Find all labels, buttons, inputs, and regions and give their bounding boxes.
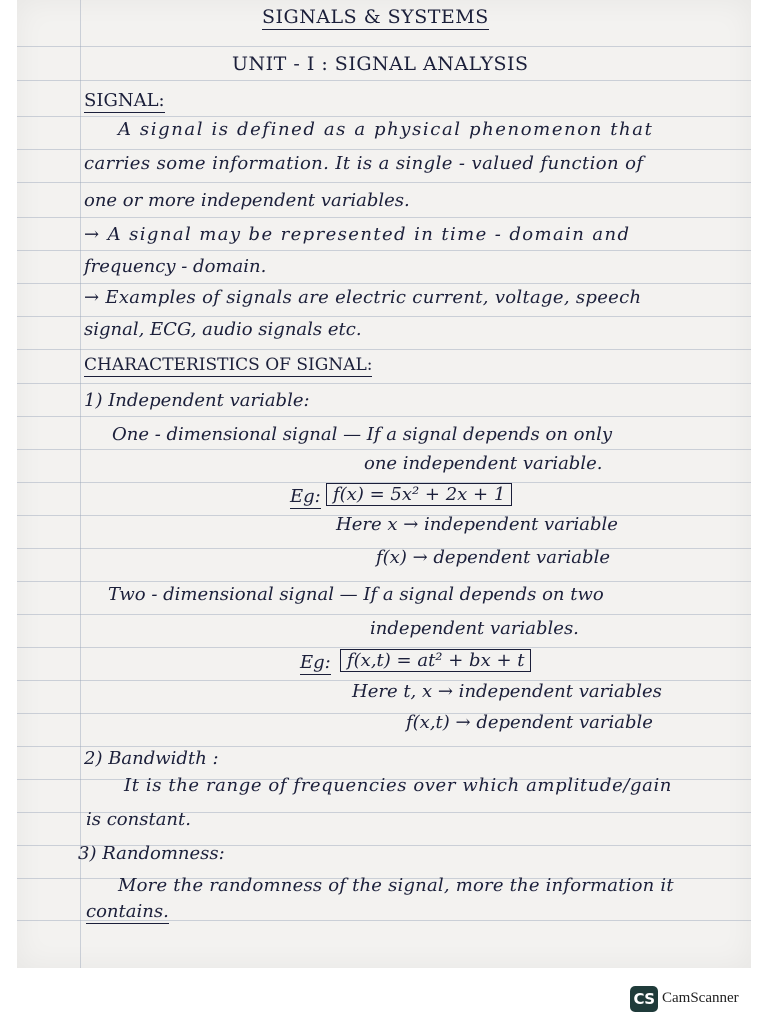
ruled-line	[17, 80, 751, 81]
ruled-line	[17, 217, 751, 218]
ruled-line	[17, 349, 751, 350]
bullet-line-1: → A signal may be represented in time - domain and	[84, 224, 631, 245]
ruled-line	[17, 416, 751, 417]
characteristics-heading: CHARACTERISTICS OF SIGNAL:	[84, 355, 373, 375]
ruled-line	[17, 116, 751, 117]
ruled-line	[17, 614, 751, 615]
ruled-line	[17, 149, 751, 150]
one-dim-equation: f(x) = 5x² + 2x + 1	[326, 483, 512, 506]
two-dim-equation: f(x,t) = at² + bx + t	[340, 649, 531, 672]
bandwidth-line-1: It is the range of frequencies over which amplitude/gain	[124, 775, 672, 796]
camscanner-brand: CamScanner	[662, 990, 739, 1006]
two-dim-line-2: independent variables.	[370, 618, 579, 639]
ruled-line	[17, 581, 751, 582]
one-dim-line-2: one independent variable.	[364, 453, 603, 474]
bullet-line-3: → Examples of signals are electric current, voltage, speech	[84, 287, 642, 308]
one-dim-line-1: One - dimensional signal — If a signal depends on only	[112, 424, 612, 445]
ruled-line	[17, 250, 751, 251]
page-title: SIGNALS & SYSTEMS	[262, 6, 489, 28]
camscanner-logo-icon: CS	[630, 986, 658, 1012]
two-dim-here-1: Here t, x → independent variables	[352, 681, 662, 702]
two-dim-eg-label: Eg:	[300, 652, 331, 673]
bandwidth-line-2: is constant.	[86, 809, 191, 830]
two-dim-here-2: f(x,t) → dependent variable	[406, 712, 653, 733]
ruled-line	[17, 283, 751, 284]
item1-heading: 1) Independent variable:	[84, 390, 310, 411]
ruled-line	[17, 46, 751, 47]
signal-heading: SIGNAL:	[84, 90, 165, 111]
bullet-line-2: frequency - domain.	[84, 256, 267, 277]
definition-line-3: one or more independent variables.	[84, 190, 410, 211]
randomness-line-2: contains.	[86, 901, 169, 922]
one-dim-here-1: Here x → independent variable	[336, 514, 618, 535]
definition-line-1: A signal is defined as a physical phenomenon that	[118, 119, 654, 140]
ruled-line	[17, 746, 751, 747]
randomness-line-1: More the randomness of the signal, more the information it	[118, 875, 674, 896]
ruled-line	[17, 182, 751, 183]
two-dim-line-1: Two - dimensional signal — If a signal depends on two	[108, 584, 604, 605]
ruled-line	[17, 383, 751, 384]
one-dim-here-2: f(x) → dependent variable	[376, 547, 610, 568]
margin-line	[80, 0, 81, 968]
ruled-line	[17, 316, 751, 317]
ruled-line	[17, 449, 751, 450]
item3-heading: 3) Randomness:	[78, 843, 225, 864]
bullet-line-4: signal, ECG, audio signals etc.	[84, 319, 362, 340]
definition-line-2: carries some information. It is a single - valued function of	[84, 153, 644, 174]
one-dim-eg-label: Eg:	[290, 486, 321, 507]
unit-heading: UNIT - I : SIGNAL ANALYSIS	[232, 53, 529, 75]
item2-heading: 2) Bandwidth :	[84, 748, 219, 769]
ruled-line	[17, 647, 751, 648]
